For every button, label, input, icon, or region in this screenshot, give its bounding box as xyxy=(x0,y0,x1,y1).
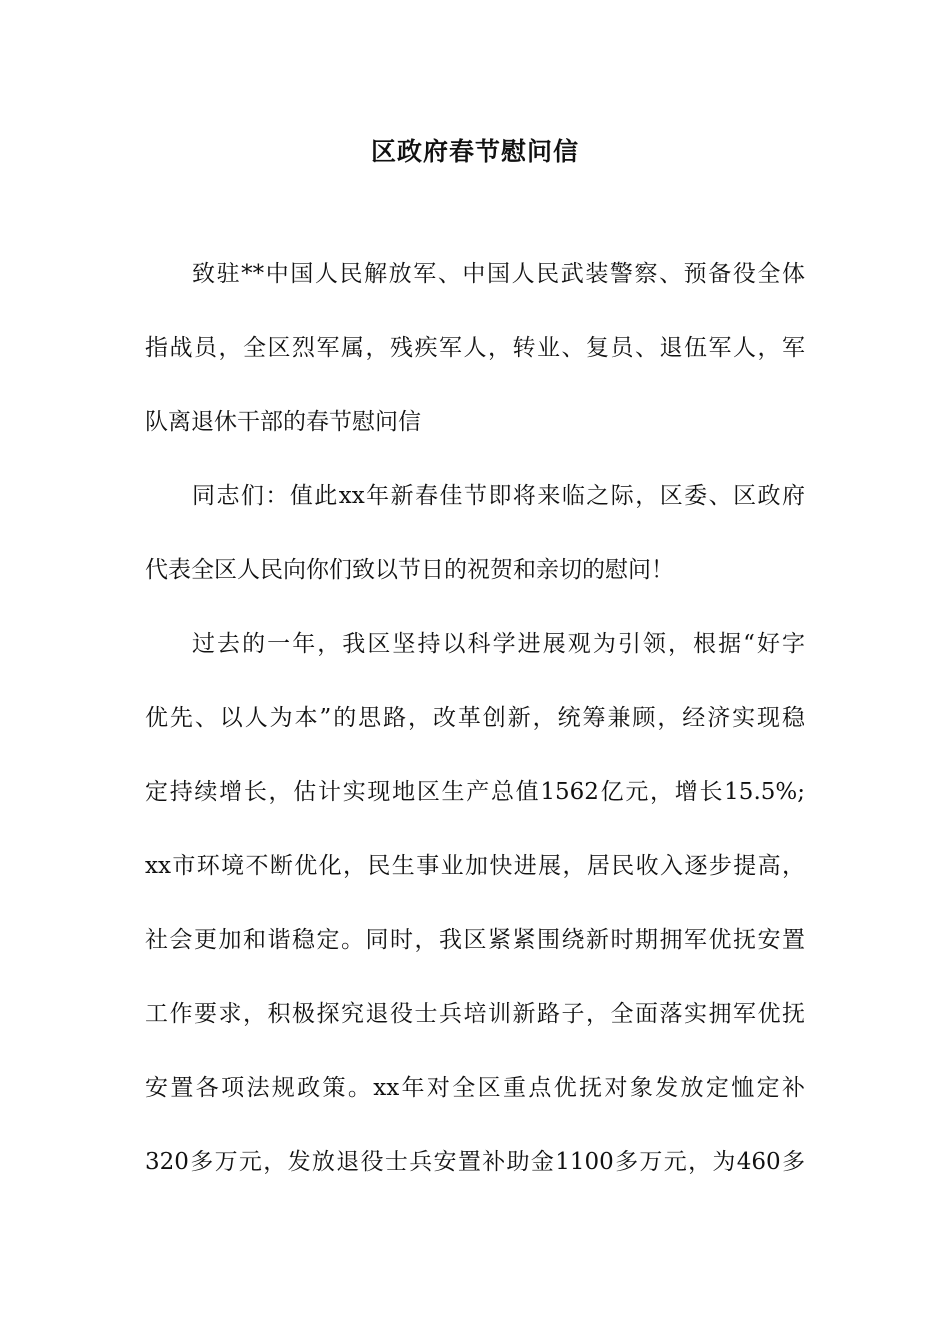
paragraph-line: 同志们：值此xx年新春佳节即将来临之际，区委、区政府 xyxy=(192,483,805,509)
paragraph-line: 定持续增长，估计实现地区生产总值1562亿元，增长15.5%; xyxy=(145,779,805,805)
paragraph-line: 过去的一年，我区坚持以科学进展观为引领，根据“好字 xyxy=(192,631,805,657)
paragraph-line: 320多万元，发放退役士兵安置补助金1100多万元，为460多 xyxy=(145,1149,805,1175)
paragraph-line: 社会更加和谐稳定。同时，我区紧紧围绕新时期拥军优抚安置 xyxy=(145,927,805,953)
paragraph-line: 队离退休干部的春节慰问信 xyxy=(145,409,421,435)
paragraph-line: xx市环境不断优化，民生事业加快进展，居民收入逐步提高， xyxy=(145,853,805,879)
paragraph-line: 优先、以人为本”的思路，改革创新，统筹兼顾，经济实现稳 xyxy=(145,705,805,731)
paragraph-line: 代表全区人民向你们致以节日的祝贺和亲切的慰问！ xyxy=(145,557,674,583)
paragraph-line: 工作要求，积极探究退役士兵培训新路子，全面落实拥军优抚 xyxy=(145,1001,805,1027)
paragraph-line: 致驻**中国人民解放军、中国人民武装警察、预备役全体 xyxy=(192,261,805,287)
document-body xyxy=(145,237,805,1199)
document-title: 区政府春节慰问信 xyxy=(370,137,579,166)
paragraph-line: 指战员，全区烈军属，残疾军人，转业、复员、退伍军人，军 xyxy=(145,335,805,361)
paragraph-line: 安置各项法规政策。xx年对全区重点优抚对象发放定恤定补 xyxy=(145,1075,805,1101)
